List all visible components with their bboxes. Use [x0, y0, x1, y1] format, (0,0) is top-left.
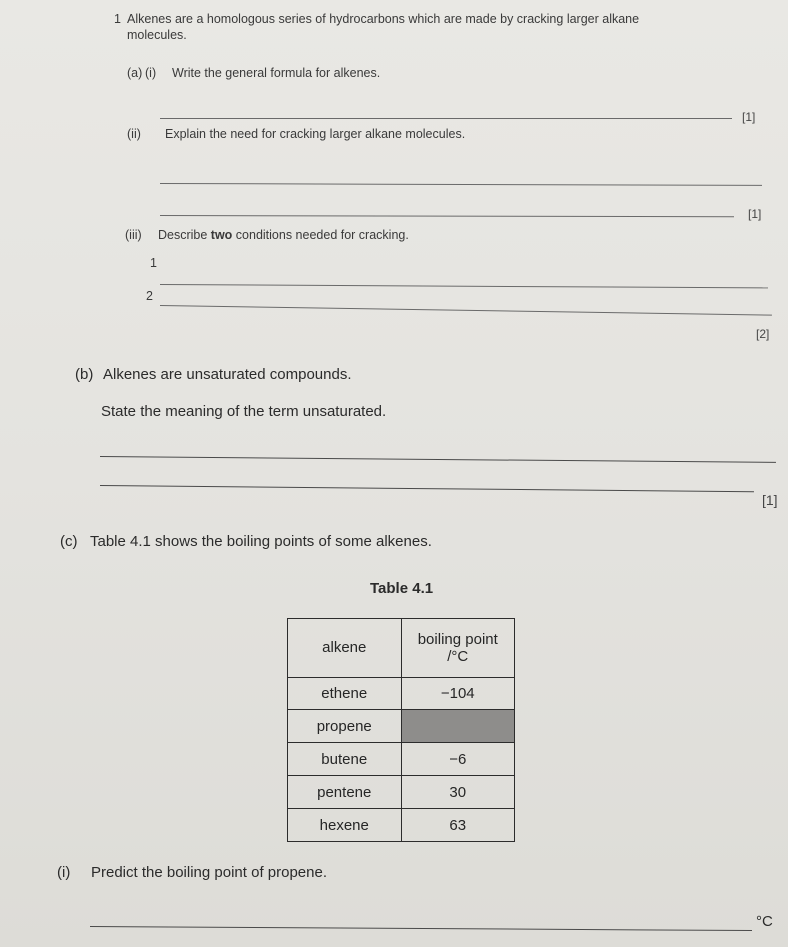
table-row: [288, 809, 515, 842]
table-caption: Table 4.1: [370, 580, 434, 597]
part-c-statement: Table 4.1 shows the boiling points of some alkenes.: [90, 533, 432, 550]
part-c-label: (c): [60, 533, 78, 550]
marks-a-i: [1]: [742, 110, 756, 124]
part-a-iii-question: Describe two conditions needed for cracking.: [158, 228, 409, 242]
answer-line-a-iii-2[interactable]: [160, 305, 772, 316]
table-header-row: [288, 619, 515, 678]
answer-line-a-ii-2[interactable]: [160, 215, 734, 217]
answer-line-c-i[interactable]: [90, 926, 752, 931]
cell-boiling-point: 30: [401, 776, 515, 809]
intro-text-line2: molecules.: [127, 28, 187, 42]
cell-boiling-point-shaded: [401, 710, 515, 743]
table-row: [288, 710, 515, 743]
cell-boiling-point: 63: [401, 809, 515, 842]
part-b-label: (b): [75, 366, 94, 383]
part-a-i-label: (i): [145, 66, 157, 80]
part-a-label: (a): [127, 66, 143, 80]
cell-alkene: propene: [288, 710, 402, 743]
header-alkene: alkene: [288, 619, 402, 678]
answer-line-a-ii-1[interactable]: [160, 183, 762, 186]
part-b-question: State the meaning of the term unsaturated.: [101, 403, 387, 420]
cell-boiling-point: −104: [401, 677, 515, 710]
table-row: [288, 776, 515, 809]
marks-b: [1]: [762, 492, 778, 508]
part-a-i-question: Write the general formula for alkenes.: [172, 66, 381, 80]
condition-1-label: 1: [150, 256, 157, 270]
header-boiling-point: boiling point /°C: [401, 619, 515, 678]
cell-alkene: ethene: [288, 677, 402, 710]
table-row: [288, 743, 515, 776]
condition-2-label: 2: [146, 289, 153, 303]
cell-alkene: butene: [288, 743, 402, 776]
part-c-i-question: Predict the boiling point of propene.: [91, 864, 327, 881]
boiling-point-table: [287, 618, 515, 842]
cell-boiling-point: −6: [401, 743, 515, 776]
part-c-i-label: (i): [57, 864, 71, 881]
part-b-statement: Alkenes are unsaturated compounds.: [103, 366, 352, 383]
intro-text-line1: Alkenes are a homologous series of hydrocarbons which are made by cracking larger alkane: [127, 12, 640, 26]
marks-a-iii: [2]: [756, 327, 770, 341]
cell-alkene: pentene: [288, 776, 402, 809]
part-a-ii-label: (ii): [127, 127, 141, 141]
part-a-ii-question: Explain the need for cracking larger alkane molecules.: [165, 127, 466, 141]
unit-degrees-celsius: °C: [756, 913, 773, 930]
answer-line-b-2[interactable]: [100, 485, 754, 492]
answer-line-a-i[interactable]: [160, 118, 732, 119]
table-row: [288, 677, 515, 710]
part-a-iii-label: (iii): [125, 228, 142, 242]
marks-a-ii: [1]: [748, 207, 762, 221]
answer-line-b-1[interactable]: [100, 456, 776, 463]
cell-alkene: hexene: [288, 809, 402, 842]
answer-line-a-iii-1[interactable]: [160, 284, 768, 288]
question-number: 1: [114, 12, 121, 26]
